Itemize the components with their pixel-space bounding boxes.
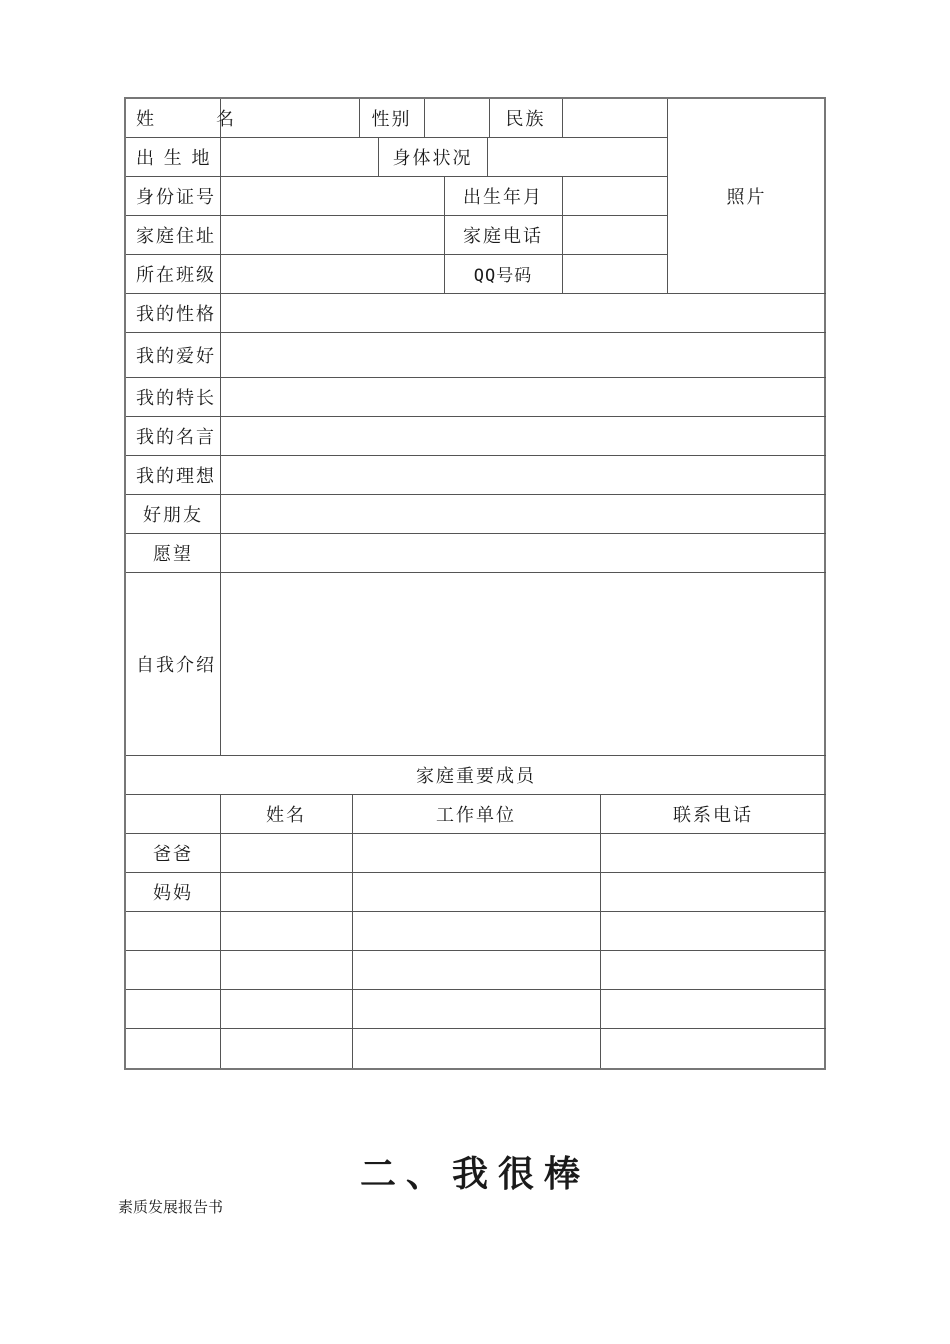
- col-divider: [220, 794, 221, 1068]
- row-divider: [126, 1028, 826, 1029]
- hobbies-label: 我的爱好: [136, 345, 216, 367]
- personality-label: 我的性格: [136, 303, 216, 325]
- col-divider: [562, 176, 563, 293]
- family-row-dad: 爸爸: [153, 843, 193, 865]
- row-divider: [126, 494, 826, 495]
- friends-label: 好朋友: [143, 504, 203, 526]
- photo-placeholder: 照片: [726, 187, 767, 208]
- family-heading: 家庭重要成员: [416, 765, 536, 787]
- qq-label: QQ号码: [473, 266, 533, 286]
- family-col-work: 工作单位: [436, 804, 516, 826]
- col-divider: [562, 99, 563, 137]
- row-divider: [126, 950, 826, 951]
- gender-label: 性别: [371, 109, 412, 130]
- wish-label: 愿望: [153, 543, 193, 565]
- ethnicity-label: 民族: [505, 109, 546, 130]
- health-label: 身体状况: [392, 147, 473, 169]
- home-phone-label: 家庭电话: [463, 225, 543, 247]
- row-divider: [126, 455, 826, 456]
- col-divider: [487, 137, 488, 176]
- row-divider: [126, 416, 826, 417]
- col-divider: [220, 99, 221, 755]
- row-divider: [126, 572, 826, 573]
- student-profile-form: [124, 97, 826, 1070]
- section-title: 二、我很棒: [359, 1154, 590, 1195]
- birthplace-label: 出 生 地: [136, 147, 212, 169]
- id-number-label: 身份证号: [136, 186, 216, 208]
- col-divider: [600, 794, 601, 1068]
- family-row-mom: 妈妈: [153, 882, 193, 904]
- ideal-label: 我的理想: [136, 465, 216, 487]
- row-divider: [126, 833, 826, 834]
- row-divider: [126, 293, 826, 294]
- col-divider: [424, 99, 425, 137]
- footer-text: 素质发展报告书: [118, 1198, 224, 1216]
- motto-label: 我的名言: [136, 426, 216, 448]
- family-col-phone: 联系电话: [673, 804, 753, 826]
- row-divider: [126, 377, 826, 378]
- class-label: 所在班级: [136, 264, 216, 286]
- address-label: 家庭住址: [136, 225, 216, 247]
- row-divider: [126, 533, 826, 534]
- family-col-name: 姓名: [266, 804, 306, 826]
- col-divider: [352, 794, 353, 1068]
- specialty-label: 我的特长: [136, 387, 216, 409]
- row-divider: [126, 911, 826, 912]
- row-divider: [126, 332, 826, 333]
- birthdate-label: 出生年月: [463, 186, 543, 208]
- name-label: 姓 名: [136, 109, 256, 130]
- self-intro-label: 自我介绍: [136, 654, 216, 676]
- row-divider: [126, 872, 826, 873]
- row-divider: [126, 989, 826, 990]
